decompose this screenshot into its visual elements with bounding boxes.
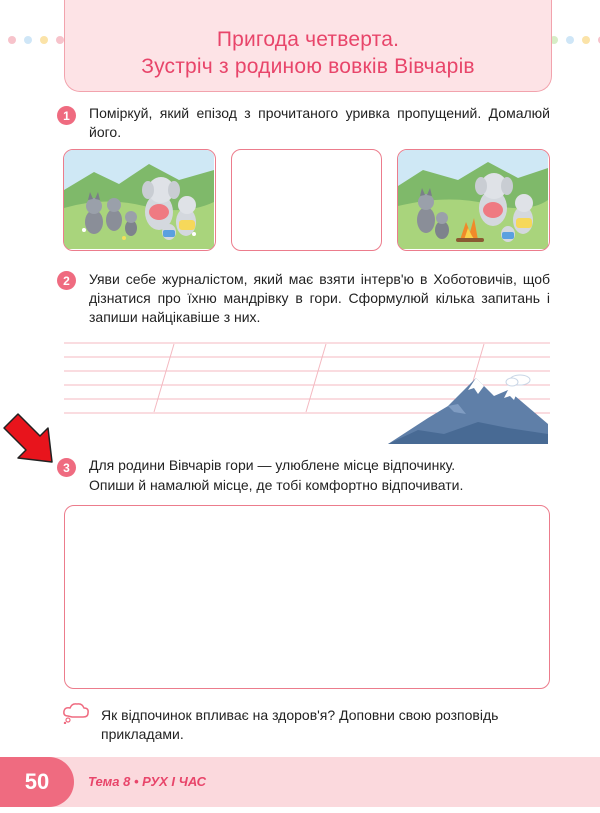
reflection-question-line-2: прикладами. (101, 726, 184, 742)
story-picture-3 (397, 149, 550, 251)
task-1-text: Поміркуй, який епізод з прочитаного уривка пропущений. Домалюй його. (89, 105, 550, 140)
task-3-line-1: Для родини Вівчарів гори — улюблене місце відпочинку. (89, 457, 456, 473)
task-1-number-badge: 1 (57, 106, 76, 125)
mountain-icon (388, 368, 548, 444)
task-3-number-badge: 3 (57, 458, 76, 477)
task-3-answer-area[interactable] (64, 505, 550, 689)
reflection-question-line-1: Як відпочинок впливає на здоров'я? Доповни свою розповідь (101, 707, 499, 723)
wolves-and-elephants-meadow-illustration (64, 150, 214, 249)
page-number: 50 (0, 757, 74, 807)
thought-cloud-icon (62, 702, 90, 724)
task-2-text: Уяви себе журналістом, який має взяти інтерв'ю в Хоботовичів, щоб дізнатися про їхню мандрівку в гори. Сформулюй кілька запитань і запиши найцікавіше з них. (89, 271, 550, 325)
topic-label: Тема 8 • РУХ І ЧАС (88, 774, 206, 789)
lesson-title-line-1: Пригода четверта. (216, 27, 400, 51)
lesson-title-banner (64, 0, 552, 92)
red-arrow-icon (0, 410, 58, 468)
lesson-title-line-2: Зустріч з родиною вовків Вівчарів (141, 54, 475, 78)
missing-episode-drawing-area[interactable] (231, 149, 382, 251)
campfire-scene-illustration (398, 150, 548, 249)
story-picture-1 (63, 149, 216, 251)
task-2-number-badge: 2 (57, 271, 76, 290)
task-3-line-2: Опиши й намалюй місце, де тобі комфортно відпочивати. (89, 477, 464, 493)
